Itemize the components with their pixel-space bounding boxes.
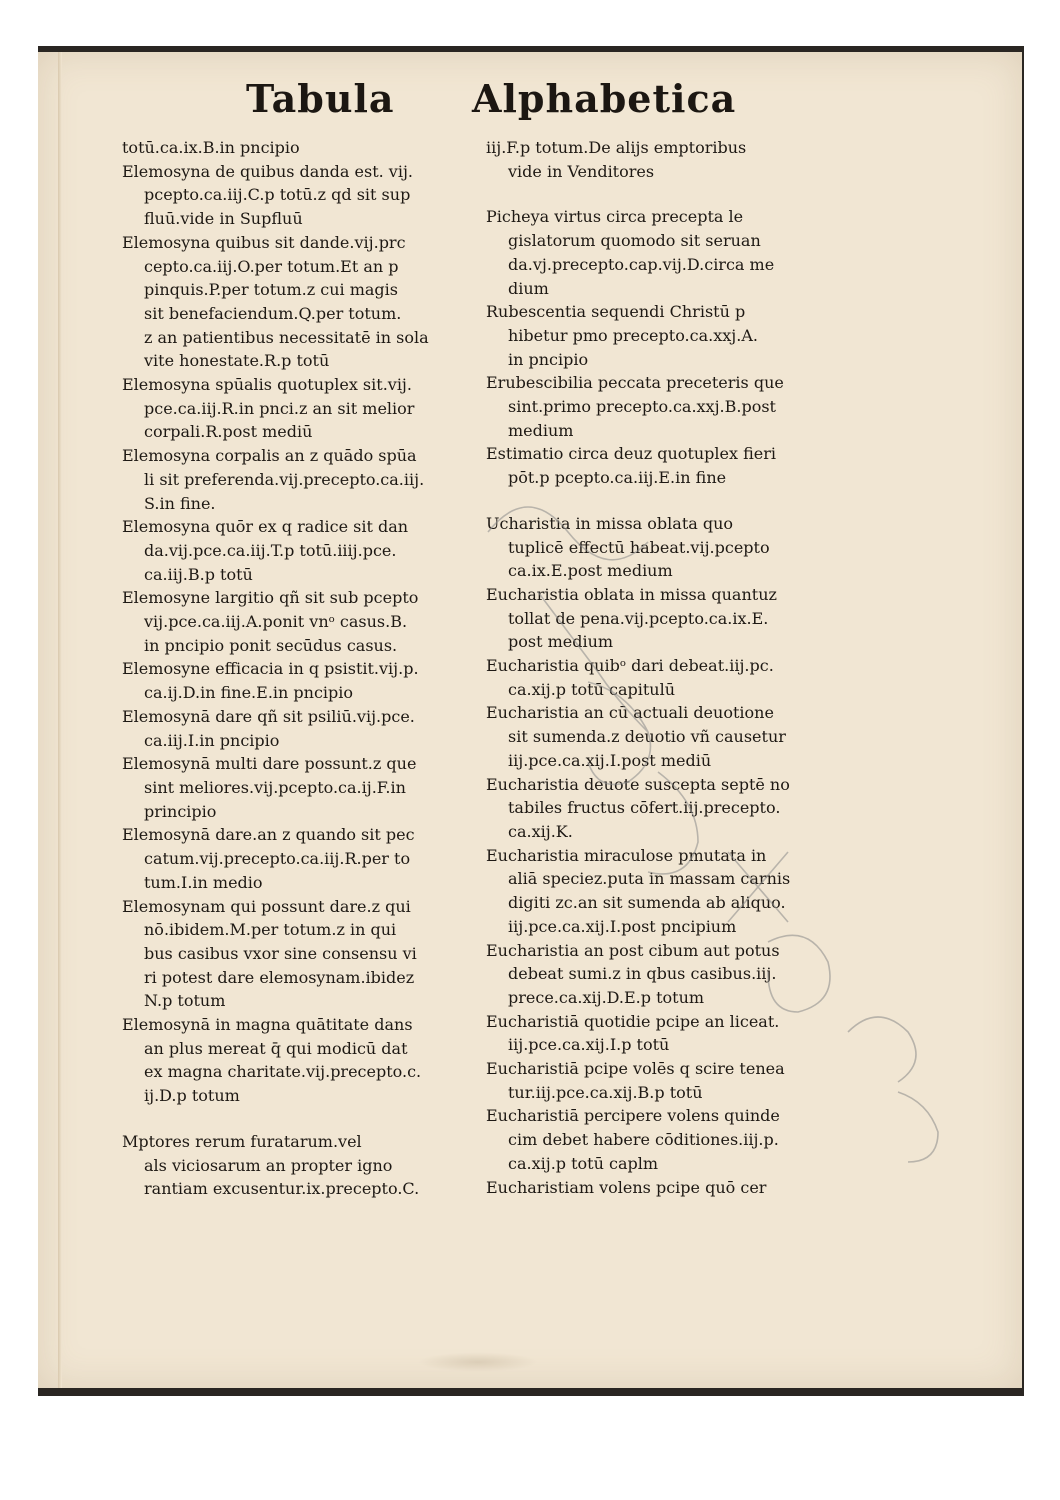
entry-line: ca.ij.D.in fine.E.in pncipio [144, 683, 354, 703]
entry-spacer [122, 1108, 494, 1130]
entry-line: post medium [508, 632, 614, 652]
entry-line: Eucharistia miraculose pmutata in [486, 845, 767, 865]
entry-line: pce.ca.iij.R.in pnci.z an sit melior [144, 398, 415, 418]
entry-line: fluū.vide in Supfluū [144, 209, 303, 229]
page-gutter [58, 52, 62, 1388]
entry-line: Ucharistia in missa oblata quo [486, 513, 734, 533]
entry-line: ca.iij.I.in pncipio [144, 730, 280, 750]
header-title-right: Alphabetica [472, 76, 737, 121]
entry-line: pcepto.ca.iij.C.p totū.z qd sit sup [144, 185, 411, 205]
entry-line: als viciosarum an propter igno [144, 1155, 393, 1175]
entry-line: Picheya virtus circa precepta le [486, 207, 744, 227]
entry-line: Eucharistiam volens pcipe quō cer [486, 1177, 767, 1197]
paper-page [38, 52, 1022, 1388]
entry-line: Eucharistiā pcipe volēs q scire tenea [486, 1059, 785, 1079]
index-entry [486, 371, 876, 442]
entry-line: Elemosyna de quibus danda est. vij. [122, 161, 413, 181]
entry-line: sit sumenda.z deuotio vñ causetur [508, 727, 786, 747]
entry-line: Estimatio circa deuz quotuplex fieri [486, 444, 777, 464]
entry-line: tabiles fructus cōfert.iij.precepto. [508, 798, 781, 818]
index-entry [122, 586, 494, 657]
entry-line: Elemosyna corpalis an z quādo spūa [122, 446, 417, 466]
entry-line: pōt.p pcepto.ca.iij.E.in fine [508, 468, 727, 488]
entry-line: ca.xij.K. [508, 821, 573, 841]
entry-line: iij.F.p totum.De alijs emptoribus [486, 138, 747, 157]
entry-line: iij.pce.ca.xij.I.post mediū [508, 750, 712, 770]
entry-line: Mptores rerum furatarum.vel [122, 1131, 362, 1151]
entry-line: corpali.R.post mediū [144, 422, 313, 442]
index-entry [122, 1013, 494, 1108]
entry-line: li sit preferenda.vij.precepto.ca.iij. [144, 469, 425, 489]
entry-line: Elemosynā in magna quātitate dans [122, 1015, 413, 1035]
entry-line: debeat sumi.z in qbus casibus.iij. [508, 964, 777, 984]
index-entry [122, 136, 494, 160]
index-entry [122, 823, 494, 894]
entry-line: Eucharistia deuote suscepta septē no [486, 774, 790, 794]
entry-line: S.in fine. [144, 493, 216, 513]
entry-line: Elemosyna quōr ex q radice sit dan [122, 517, 409, 537]
entry-line: iij.pce.ca.xij.I.p totū [508, 1035, 670, 1055]
entry-line: Eucharistia an post cibum aut potus [486, 940, 780, 960]
entry-line: Erubescibilia peccata preceteris que [486, 373, 784, 393]
entry-line: digiti zc.an sit sumenda ab aliquo. [508, 893, 786, 913]
entry-line: ri potest dare elemosynam.ibidez [144, 967, 415, 987]
index-entry [122, 1130, 494, 1201]
entry-line: in pncipio ponit secūdus casus. [144, 635, 398, 655]
entry-line: sit benefaciendum.Q.per totum. [144, 303, 402, 323]
entry-line: tuplicē effectū habeat.vij.pcepto [508, 537, 770, 557]
entry-line: ca.ix.E.post medium [508, 561, 673, 581]
entry-line: gislatorum quomodo sit seruan [508, 231, 761, 251]
entry-line: nō.ibidem.M.per totum.z in qui [144, 920, 397, 940]
entry-line: ca.xij.p totū caplm [508, 1153, 659, 1173]
entry-line: cim debet habere cōditiones.iij.p. [508, 1130, 779, 1150]
index-entry [122, 231, 494, 373]
entry-line: dium [508, 278, 549, 298]
entry-line: Elemosynā multi dare possunt.z que [122, 754, 417, 774]
entry-line: Eucharistia oblata in missa quantuz [486, 584, 777, 604]
entry-line: Eucharistiā percipere volens quinde [486, 1106, 780, 1126]
entry-line: catum.vij.precepto.ca.iij.R.per to [144, 849, 411, 869]
entry-line: Elemosyna spūalis quotuplex sit.vij. [122, 375, 412, 395]
entry-line: da.vj.precepto.cap.vij.D.circa me [508, 254, 775, 274]
entry-line: ca.iij.B.p totū [144, 564, 253, 584]
entry-line: pinquis.P.per totum.z cui magis [144, 280, 398, 300]
entry-line: Eucharistia quibᵒ dari debeat.iij.pc. [486, 656, 774, 676]
index-entry [122, 444, 494, 515]
entry-line: bus casibus vxor sine consensu vi [144, 943, 417, 963]
entry-line: Rubescentia sequendi Christū p [486, 302, 746, 322]
entry-line: in pncipio [508, 349, 589, 369]
entry-line: iij.pce.ca.xij.I.post pncipium [508, 916, 737, 936]
entry-line: vite honestate.R.p totū [144, 351, 330, 371]
entry-line: z an patientibus necessitatē in sola [144, 327, 429, 347]
index-entry [122, 160, 494, 231]
entry-line: Elemosynā dare qñ sit psiliū.vij.pce. [122, 706, 415, 726]
entry-line: Elemosynā dare.an z quando sit pec [122, 825, 415, 845]
index-entry [122, 515, 494, 586]
entry-line: tur.iij.pce.ca.xij.B.p totū [508, 1082, 703, 1102]
entry-line: medium [508, 420, 574, 440]
entry-line: Elemosynam qui possunt dare.z qui [122, 896, 411, 916]
index-entry [122, 895, 494, 1014]
entry-line: sint meliores.vij.pcepto.ca.ij.F.in [144, 777, 406, 797]
index-entry [122, 657, 494, 704]
index-entry [486, 300, 876, 371]
entry-line: tum.I.in medio [144, 872, 263, 892]
index-entry [122, 373, 494, 444]
entry-line: Eucharistia an cū actuali deuotione [486, 703, 774, 723]
left-column [122, 136, 494, 1201]
entry-line: vij.pce.ca.iij.A.ponit vnᵒ casus.B. [144, 612, 408, 632]
index-entry [122, 752, 494, 823]
entry-line: tollat de pena.vij.pcepto.ca.ix.E. [508, 608, 769, 628]
entry-line: principio [144, 801, 217, 821]
entry-line: ex magna charitate.vij.precepto.c. [144, 1062, 422, 1082]
paper-smudge [418, 1352, 538, 1372]
scanned-page-frame [38, 46, 1024, 1396]
header-title-left: Tabula [246, 76, 395, 121]
entry-spacer [486, 183, 876, 205]
entry-line: ca.xij.p totū capitulū [508, 679, 675, 699]
entry-line: Elemosyne largitio qñ sit sub pcepto [122, 588, 419, 608]
index-entry [486, 205, 876, 300]
entry-line: hibetur pmo precepto.ca.xxj.A. [508, 325, 758, 345]
entry-line: rantiam excusentur.ix.precepto.C. [144, 1179, 420, 1199]
entry-line: ij.D.p totum [144, 1086, 240, 1106]
running-header [38, 76, 1022, 136]
entry-line: vide in Venditores [508, 161, 655, 181]
entry-line: da.vij.pce.ca.iij.T.p totū.iiij.pce. [144, 540, 397, 560]
entry-line: Eucharistiā quotidie pcipe an liceat. [486, 1011, 780, 1031]
entry-line: aliā speciez.puta in massam carnis [508, 869, 791, 889]
entry-line: cepto.ca.iij.O.per totum.Et an p [144, 256, 399, 276]
entry-line: Elemosyne efficacia in q psistit.vij.p. [122, 659, 419, 679]
entry-line: prece.ca.xij.D.E.p totum [508, 987, 705, 1007]
entry-line: an plus mereat q̄ qui modicū dat [144, 1038, 408, 1058]
index-entry [486, 136, 876, 183]
entry-line: N.p totum [144, 991, 226, 1011]
entry-line: sint.primo precepto.ca.xxj.B.post [508, 397, 776, 417]
index-entry [122, 705, 494, 752]
entry-line: Elemosyna quibus sit dande.vij.prc [122, 232, 406, 252]
ownership-stamp-watermark [468, 472, 988, 1192]
entry-line: totū.ca.ix.B.in pncipio [122, 138, 300, 157]
